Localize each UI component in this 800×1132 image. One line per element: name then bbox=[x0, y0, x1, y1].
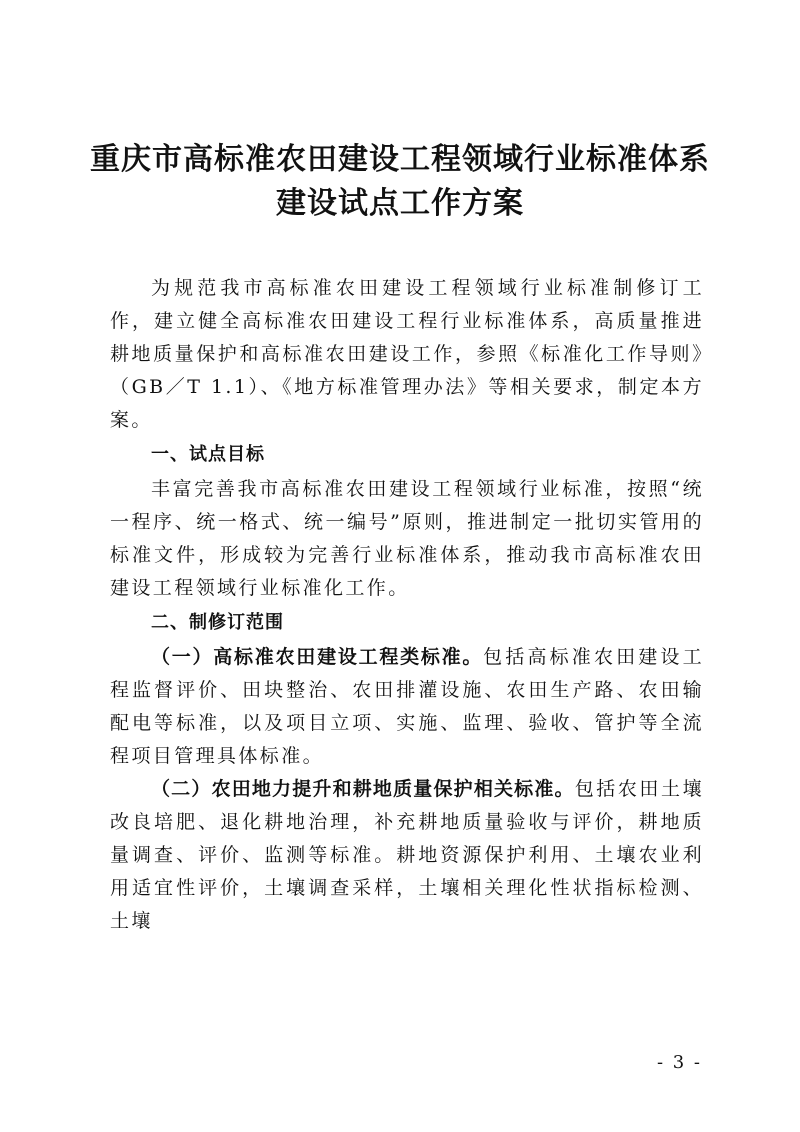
scope-item-2-label: （二）农田地力提升和耕地质量保护相关标准。 bbox=[151, 778, 575, 800]
document-title bbox=[0, 138, 800, 226]
title-line-2: 建设试点工作方案 bbox=[276, 186, 524, 221]
scope-item-1-label: （一）高标准农田建设工程类标准。 bbox=[151, 646, 484, 668]
scope-item-2 bbox=[110, 773, 704, 938]
page-number: - 3 - bbox=[656, 1052, 702, 1073]
section-heading-goals: 一、试点目标 bbox=[151, 444, 265, 465]
scope-item-2-body: 包括农田土壤改良培肥、退化耕地治理，补充耕地质量验收与评价，耕地质量调查、评价、监测等标准。耕地资源保护利用、土壤农业利用适宜性评价，土壤调查采样，土壤相关理化性状指标检测、土壤 bbox=[110, 778, 704, 932]
scope-item-1 bbox=[110, 641, 704, 773]
goals-paragraph: 丰富完善我市高标准农田建设工程领域行业标准，按照“统一程序、统一格式、统一编号”原则，推进制定一批切实管用的标准文件，形成较为完善行业标准体系，推动我市高标准农田建设工程领域行业标准化工作。 bbox=[110, 478, 704, 599]
scope-item-1-body: 包括高标准农田建设工程监督评价、田块整治、农田排灌设施、农田生产路、农田输配电等标准，以及项目立项、实施、监理、验收、管护等全流程项目管理具体标准。 bbox=[110, 646, 704, 767]
section-heading-scope: 二、制修订范围 bbox=[151, 612, 284, 633]
document-body bbox=[110, 272, 704, 938]
intro-paragraph: 为规范我市高标准农田建设工程领域行业标准制修订工作，建立健全高标准农田建设工程行业标准体系，高质量推进耕地质量保护和高标准农田建设工作，参照《标准化工作导则》（GB／T 1.1）、《地方标准管理办法》等相关要求，制定本方案。 bbox=[110, 277, 704, 431]
title-line-1: 重庆市高标准农田建设工程领域行业标准体系 bbox=[90, 142, 710, 177]
